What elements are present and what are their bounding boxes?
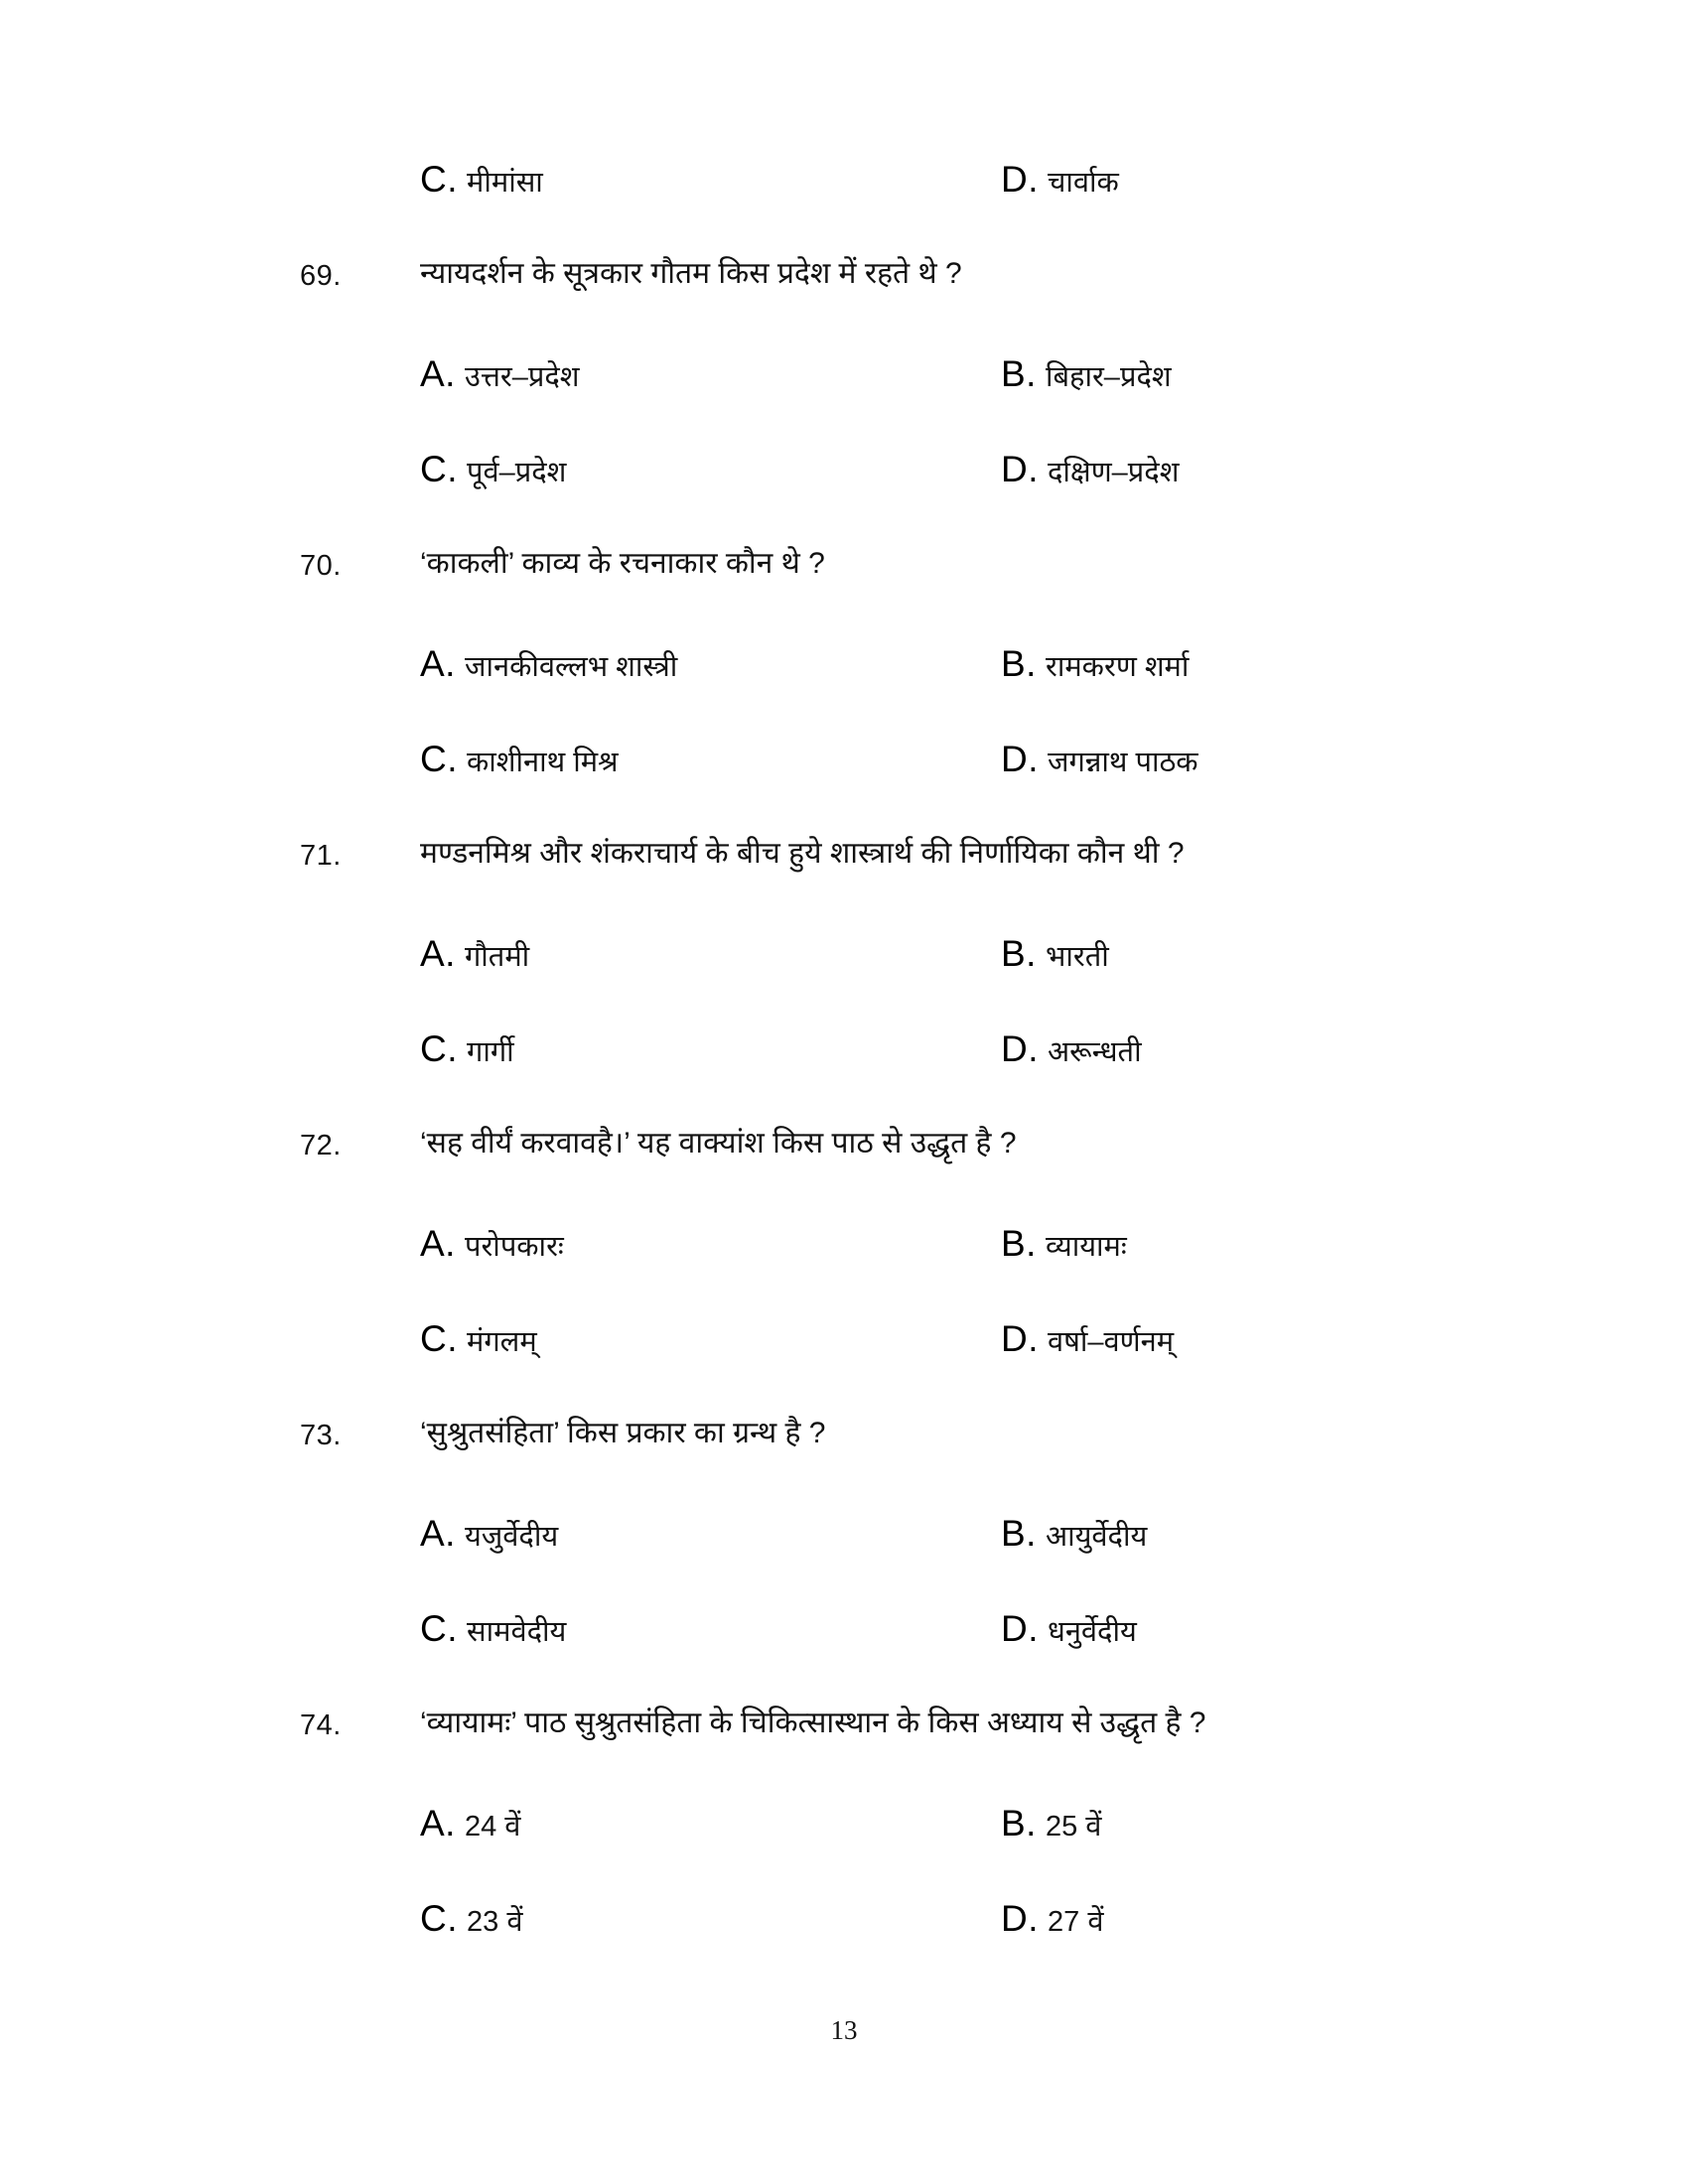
option-c[interactable] — [420, 739, 619, 780]
option-d[interactable] — [1001, 1608, 1137, 1650]
option-b[interactable] — [1001, 1803, 1101, 1844]
option-letter: C. — [420, 1318, 458, 1359]
option-letter: C. — [420, 1608, 458, 1649]
option-text: जगन्नाथ पाठक — [1048, 747, 1198, 778]
option-text: 25 वें — [1045, 1811, 1102, 1843]
option-a[interactable] — [420, 1803, 520, 1844]
option-group — [0, 1513, 1688, 1704]
option-b[interactable] — [1001, 1513, 1147, 1555]
option-row — [0, 1608, 1688, 1704]
option-letter: A. — [420, 1223, 456, 1264]
option-letter: B. — [1001, 1803, 1037, 1843]
option-row — [0, 1898, 1688, 1993]
option-text: उत्तर–प्रदेश — [464, 361, 580, 393]
option-b[interactable] — [1001, 933, 1109, 975]
option-letter: B. — [1001, 1513, 1037, 1554]
option-letter: D. — [1001, 1898, 1039, 1939]
option-letter: A. — [420, 1513, 456, 1554]
option-text: यजुर्वेदीय — [464, 1521, 559, 1553]
option-d[interactable] — [1001, 739, 1198, 780]
option-b[interactable] — [1001, 643, 1189, 685]
question-number: 70. — [300, 550, 342, 582]
option-text: चार्वाक — [1048, 167, 1119, 199]
option-a[interactable] — [420, 1223, 564, 1265]
option-text: व्यायामः — [1045, 1231, 1127, 1263]
option-letter: B. — [1001, 353, 1037, 394]
option-b[interactable] — [1001, 353, 1172, 395]
question-number: 74. — [300, 1709, 342, 1741]
option-letter: D. — [1001, 449, 1039, 489]
option-letter: C. — [420, 449, 458, 489]
option-group — [0, 1803, 1688, 1993]
question-70 — [0, 544, 1688, 834]
question-header — [0, 1704, 1688, 1803]
option-group — [0, 353, 1688, 544]
option-a[interactable] — [420, 933, 529, 975]
orphan-option-row — [0, 159, 1688, 254]
option-row — [0, 449, 1688, 544]
option-text: आयुर्वेदीय — [1045, 1521, 1148, 1553]
option-b[interactable] — [1001, 1223, 1127, 1265]
question-list — [0, 159, 1688, 1993]
option-text: अरून्धती — [1048, 1036, 1142, 1068]
option-letter: A. — [420, 1803, 456, 1843]
option-letter: B. — [1001, 933, 1037, 974]
option-letter: D. — [1001, 159, 1039, 200]
option-letter: A. — [420, 643, 456, 684]
question-header — [0, 254, 1688, 353]
question-74 — [0, 1704, 1688, 1993]
option-c[interactable] — [420, 1318, 537, 1360]
option-row — [0, 1028, 1688, 1124]
question-text: मण्डनमिश्र और शंकराचार्य के बीच हुये शास्त्रार्थ की निर्णायिका कौन थी ? — [420, 837, 1185, 870]
question-text: न्यायदर्शन के सूत्रकार गौतम किस प्रदेश में रहते थे ? — [420, 257, 962, 290]
option-letter: C. — [420, 159, 458, 200]
option-row — [0, 643, 1688, 739]
question-number: 73. — [300, 1420, 342, 1451]
question-72 — [0, 1124, 1688, 1414]
question-number: 69. — [300, 260, 342, 292]
question-73 — [0, 1414, 1688, 1704]
option-text: मीमांसा — [467, 167, 543, 199]
option-text: भारती — [1045, 941, 1109, 973]
option-c[interactable] — [420, 159, 543, 201]
question-text: ‘काकली’ काव्य के रचनाकार कौन थे ? — [420, 547, 825, 580]
option-letter: A. — [420, 353, 456, 394]
option-letter: A. — [420, 933, 456, 974]
option-d[interactable] — [1001, 1318, 1174, 1360]
option-text: गार्गी — [467, 1036, 514, 1068]
option-text: 23 वें — [467, 1906, 523, 1938]
option-text: रामकरण शर्मा — [1045, 651, 1190, 683]
option-c[interactable] — [420, 1608, 566, 1650]
option-text: परोपकारः — [464, 1231, 564, 1263]
option-row — [0, 1803, 1688, 1898]
option-text: 27 वें — [1048, 1906, 1104, 1938]
question-text: ‘सह वीर्यं करवावहै।’ यह वाक्यांश किस पाठ से उद्धृत है ? — [420, 1127, 1017, 1160]
option-letter: D. — [1001, 1608, 1039, 1649]
option-a[interactable] — [420, 1513, 558, 1555]
question-69 — [0, 254, 1688, 544]
page-number: 13 — [830, 2015, 858, 2045]
option-d[interactable] — [1001, 159, 1119, 201]
question-number: 72. — [300, 1130, 342, 1161]
option-row — [0, 739, 1688, 834]
option-text: सामवेदीय — [467, 1616, 567, 1648]
question-header — [0, 1124, 1688, 1223]
option-text: काशीनाथ मिश्र — [467, 747, 619, 778]
option-c[interactable] — [420, 449, 566, 490]
option-letter: D. — [1001, 1028, 1039, 1069]
option-text: गौतमी — [464, 941, 530, 973]
option-text: जानकीवल्लभ शास्त्री — [464, 651, 678, 683]
question-header — [0, 544, 1688, 643]
option-c[interactable] — [420, 1898, 522, 1940]
question-text: ‘व्यायामः’ पाठ सुश्रुतसंहिता के चिकित्सास्थान के किस अध्याय से उद्धृत है ? — [420, 1706, 1206, 1739]
option-text: दक्षिण–प्रदेश — [1048, 457, 1180, 488]
option-text: बिहार–प्रदेश — [1045, 361, 1172, 393]
question-number: 71. — [300, 840, 342, 872]
option-row — [0, 1513, 1688, 1608]
option-a[interactable] — [420, 643, 677, 685]
option-letter: D. — [1001, 1318, 1039, 1359]
option-text: वर्षा–वर्णनम् — [1048, 1326, 1175, 1358]
option-text: पूर्व–प्रदेश — [467, 457, 567, 488]
question-header — [0, 1414, 1688, 1513]
option-letter: C. — [420, 1898, 458, 1939]
option-letter: D. — [1001, 739, 1039, 779]
option-letter: C. — [420, 1028, 458, 1069]
option-letter: C. — [420, 739, 458, 779]
option-d[interactable] — [1001, 449, 1179, 490]
option-text: 24 वें — [464, 1811, 521, 1843]
option-group — [0, 1223, 1688, 1414]
option-text: धनुर्वेदीय — [1048, 1616, 1137, 1648]
question-text: ‘सुश्रुतसंहिता’ किस प्रकार का ग्रन्थ है ? — [420, 1417, 826, 1449]
option-row — [0, 1318, 1688, 1414]
question-header — [0, 834, 1688, 933]
option-row — [0, 1223, 1688, 1318]
option-letter: B. — [1001, 1223, 1037, 1264]
option-c[interactable] — [420, 1028, 514, 1070]
option-letter: B. — [1001, 643, 1037, 684]
option-text: मंगलम् — [467, 1326, 537, 1358]
option-group — [0, 933, 1688, 1124]
option-group — [0, 643, 1688, 834]
option-d[interactable] — [1001, 1028, 1142, 1070]
option-d[interactable] — [1001, 1898, 1103, 1940]
option-row — [0, 933, 1688, 1028]
option-row — [0, 353, 1688, 449]
option-a[interactable] — [420, 353, 580, 395]
question-71 — [0, 834, 1688, 1124]
